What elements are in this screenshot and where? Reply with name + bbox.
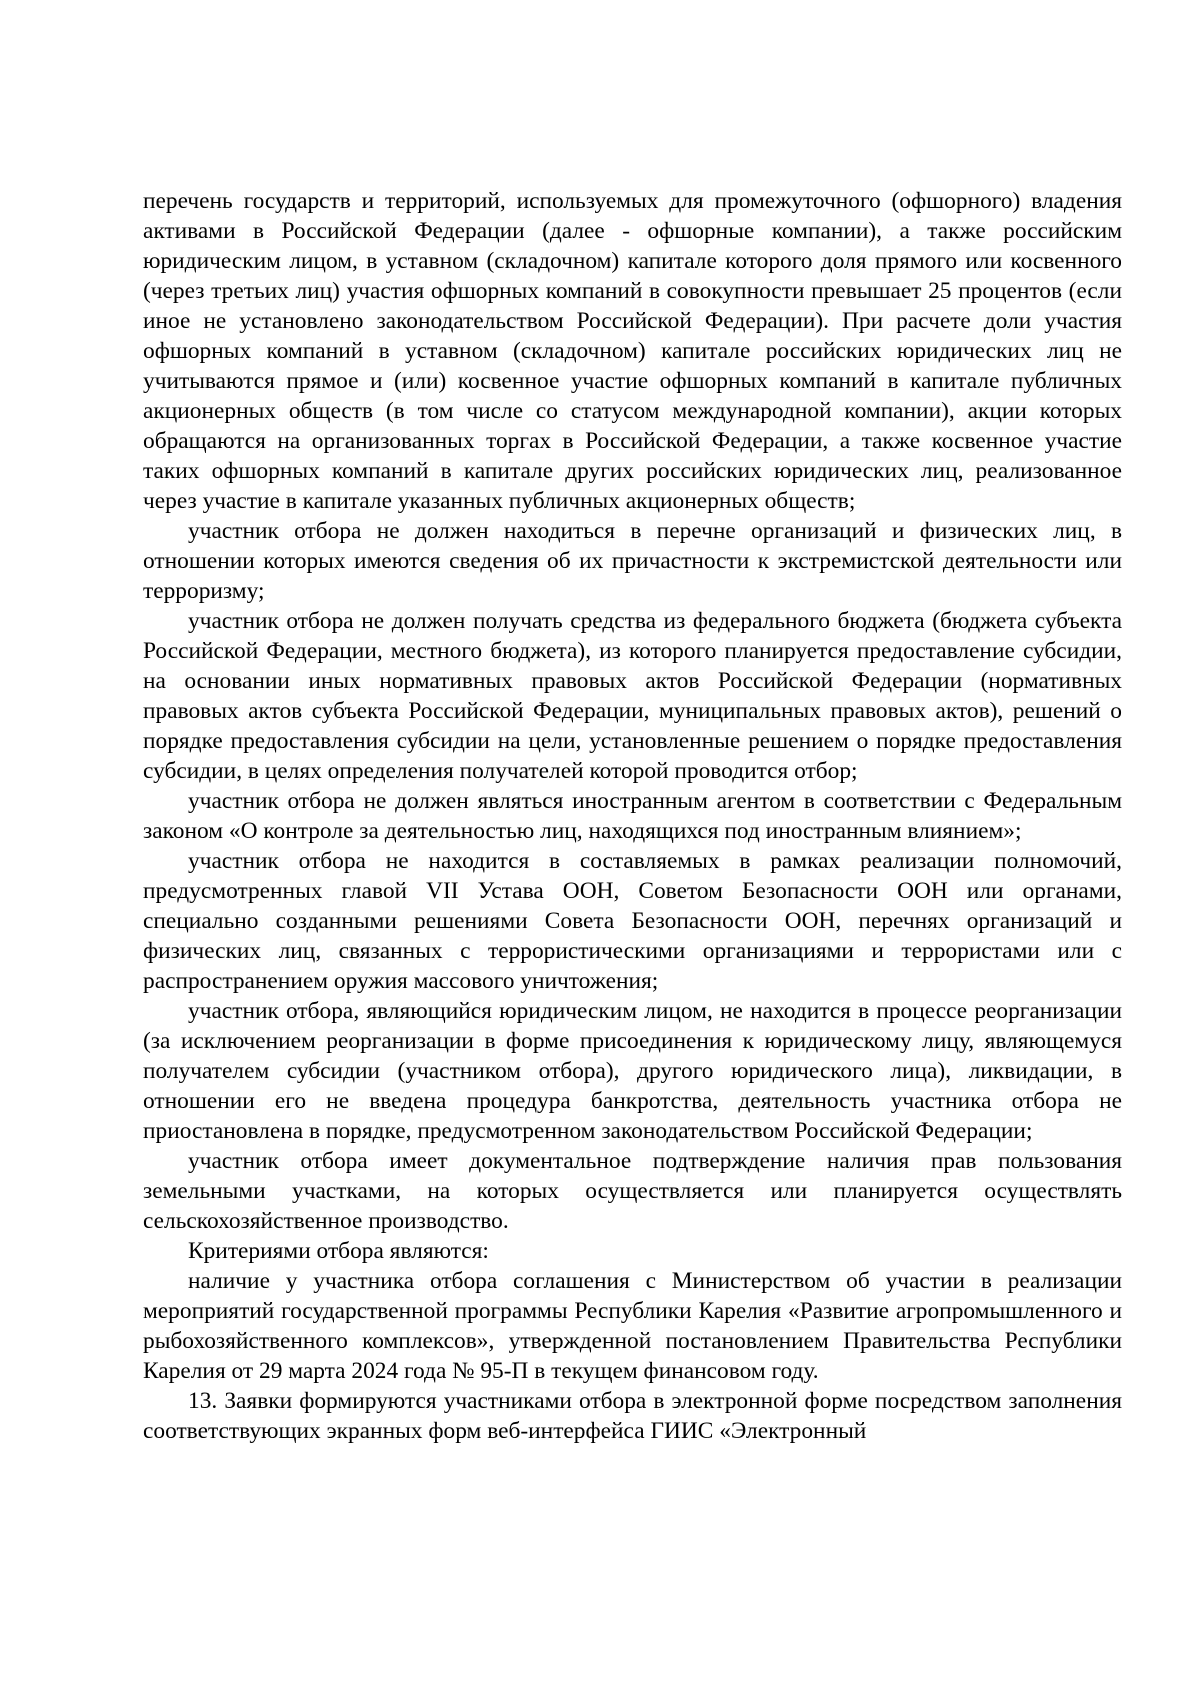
paragraph-un-security-council-lists: участник отбора не находится в составляемых в рамках реализации полномочий, предусмотренных главой VII Устава ООН, Советом Безопасности ООН или органами, специально созданными решениями Совета Безопасности ООН, перечнях организаций и физических лиц, связанных с террористическими организациями и террористами или с распространением оружия массового уничтожения; <box>143 848 1122 994</box>
document-body <box>143 186 1122 1446</box>
paragraph-extremism-list: участник отбора не должен находиться в перечне организаций и физических лиц, в отношении которых имеются сведения об их причастности к экстремистской деятельности или терроризму; <box>143 518 1122 604</box>
paragraph-item-13-applications: 13. Заявки формируются участниками отбора в электронной форме посредством заполнения соответствующих экранных форм веб-интерфейса ГИИС «Электронный <box>143 1388 1122 1444</box>
paragraph-ministry-agreement: наличие у участника отбора соглашения с Министерством об участии в реализации мероприятий государственной программы Республики Карелия «Развитие агропромышленного и рыбохозяйственного комплексов», утвержденной постановлением Правительства Республики Карелия от 29 марта 2024 года № 95-П в текущем финансовом году. <box>143 1268 1122 1384</box>
paragraph-offshore-companies: перечень государств и территорий, используемых для промежуточного (офшорного) владения активами в Российской Федерации (далее - офшорные компании), а также российским юридическим лицом, в уставном (складочном) капитале которого доля прямого или косвенного (через третьих лиц) участия офшорных компаний в совокупности превышает 25 процентов (если иное не установлено законодательством Российской Федерации). При расчете доли участия офшорных компаний в уставном (складочном) капитале российских юридических лиц не учитываются прямое и (или) косвенное участие офшорных компаний в капитале публичных акционерных обществ (в том числе со статусом международной компании), акции которых обращаются на организованных торгах в Российской Федерации, а также косвенное участие таких офшорных компаний в капитале других российских юридических лиц, реализованное через участие в капитале указанных публичных акционерных обществ; <box>143 188 1122 514</box>
paragraph-land-use-rights: участник отбора имеет документальное подтверждение наличия прав пользования земельными участками, на которых осуществляется или планируется осуществлять сельскохозяйственное производство. <box>143 1148 1122 1234</box>
paragraph-reorganization-liquidation: участник отбора, являющийся юридическим лицом, не находится в процессе реорганизации (за исключением реорганизации в форме присоединения к юридическому лицу, являющемуся получателем субсидии (участником отбора), другого юридического лица), ликвидации, в отношении его не введена процедура банкротства, деятельность участника отбора не приостановлена в порядке, предусмотренном законодательством Российской Федерации; <box>143 998 1122 1144</box>
paragraph-foreign-agent: участник отбора не должен являться иностранным агентом в соответствии с Федеральным законом «О контроле за деятельностью лиц, находящихся под иностранным влиянием»; <box>143 788 1122 844</box>
paragraph-federal-budget-funds: участник отбора не должен получать средства из федерального бюджета (бюджета субъекта Российской Федерации, местного бюджета), из которого планируется предоставление субсидии, на основании иных нормативных правовых актов Российской Федерации (нормативных правовых актов субъекта Российской Федерации, муниципальных правовых актов), решений о порядке предоставления субсидии на цели, установленные решением о порядке предоставления субсидии, в целях определения получателей которой проводится отбор; <box>143 608 1122 784</box>
paragraph-selection-criteria-heading: Критериями отбора являются: <box>188 1238 489 1264</box>
